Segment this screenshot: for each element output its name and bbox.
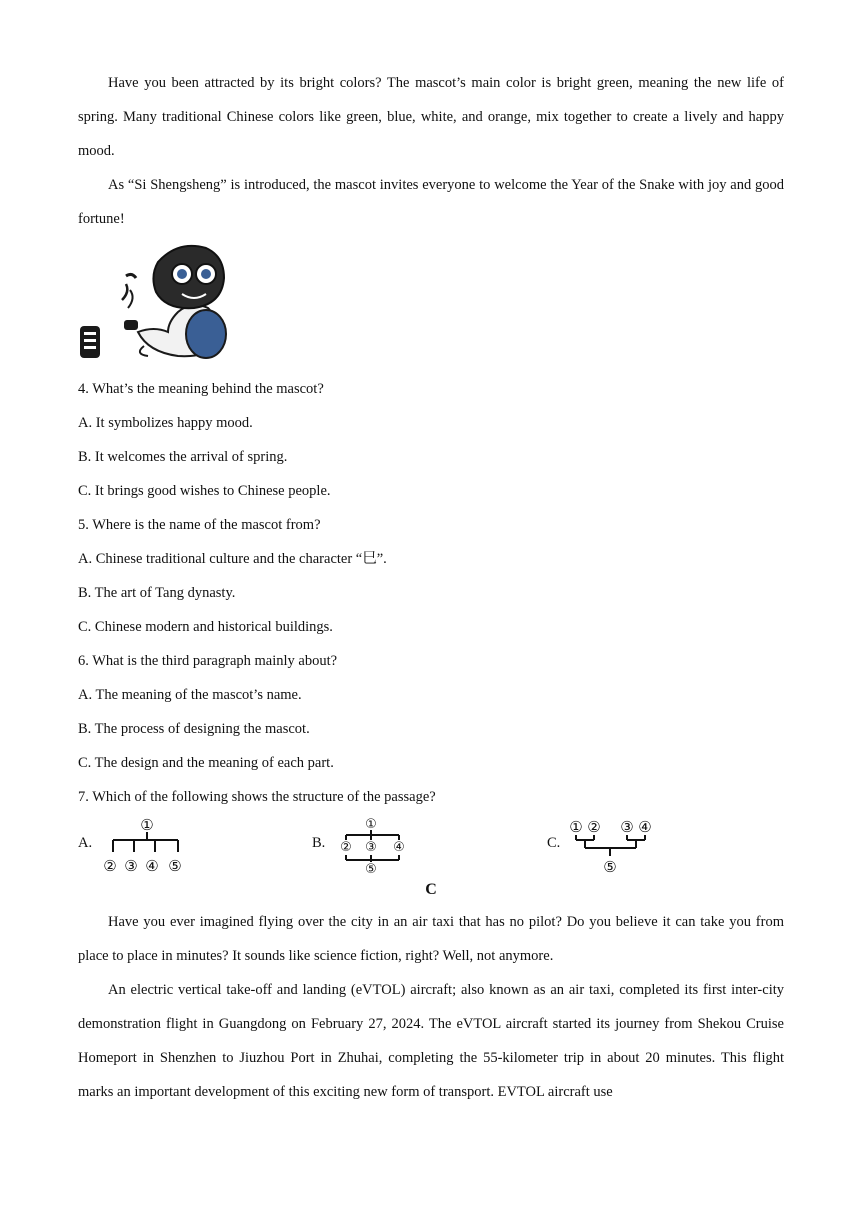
diagram-a-node-4: ④ — [145, 857, 159, 874]
question-5-stem: 5. Where is the name of the mascot from? — [78, 517, 321, 533]
diagram-a-node-5: ⑤ — [168, 857, 182, 874]
paragraph-welcome: As “Si Shengsheng” is introduced, the mascot invites everyone to welcome the Year of the Snake with joy and good fortune! — [78, 177, 784, 227]
document-page — [78, 66, 784, 1109]
diagram-b-node-2: ② — [340, 840, 352, 855]
diagram-c-node-1: ① — [569, 818, 583, 836]
question-5-option-a: A. Chinese traditional culture and the character “巳”. — [78, 551, 387, 567]
question-6-stem: 6. What is the third paragraph mainly about? — [78, 653, 338, 669]
paragraph-air-taxi-intro: Have you ever imagined flying over the city in an air taxi that has no pilot? Do you believe it can take you from place to place in minutes? It sounds like science fiction, right? Well, not anymore. — [78, 914, 784, 964]
question-4-option-b: B. It welcomes the arrival of spring. — [78, 449, 288, 465]
diagram-c-node-2: ② — [587, 818, 601, 836]
diagram-b-node-3: ③ — [365, 840, 377, 855]
diagram-c-node-4: ④ — [638, 818, 652, 836]
diagram-a-node-3: ③ — [124, 857, 138, 874]
diagram-b-node-4: ④ — [393, 840, 405, 855]
question-5-option-b: B. The art of Tang dynasty. — [78, 585, 236, 601]
diagram-c-node-5: ⑤ — [603, 858, 617, 874]
diagram-c-node-3: ③ — [620, 818, 634, 836]
question-5-option-c: C. Chinese modern and historical buildings. — [78, 619, 333, 635]
diagram-a-node-2: ② — [103, 857, 117, 874]
diagram-c — [567, 818, 667, 874]
mascot-illustration — [78, 242, 784, 368]
mascot-image — [78, 242, 238, 368]
option-c-label: C. — [547, 835, 561, 851]
diagram-b-node-5: ⑤ — [365, 862, 377, 874]
diagram-a-node-1: ① — [140, 818, 154, 834]
question-4-stem: 4. What’s the meaning behind the mascot? — [78, 381, 324, 397]
diagram-b-node-1: ① — [365, 818, 377, 832]
question-4-option-a: A. It symbolizes happy mood. — [78, 415, 253, 431]
structure-diagrams — [78, 818, 784, 874]
question-6-option-b: B. The process of designing the mascot. — [78, 721, 310, 737]
section-c-heading: C — [425, 881, 437, 898]
question-6-option-a: A. The meaning of the mascot’s name. — [78, 687, 302, 703]
option-b-label: B. — [312, 835, 326, 851]
diagram-a — [100, 818, 190, 874]
option-a-label: A. — [78, 835, 93, 851]
diagram-b — [334, 818, 414, 874]
paragraph-evtol-flight: An electric vertical take-off and landing (eVTOL) aircraft; also known as an air taxi, completed its first inter-city demonstration flight in Guangdong on February 27, 2024. The eVTOL aircraft started its journey from Shekou Cruise Homeport in Shenzhen to Jiuzhou Port in Zhuhai, completing the 55-kilometer trip in about 20 minutes. This flight marks an important development of this exciting new form of transport. EVTOL aircraft use — [78, 982, 784, 1100]
paragraph-colors: Have you been attracted by its bright colors? The mascot’s main color is bright green, meaning the new life of spring. Many traditional Chinese colors like green, blue, white, and orange, mix together to create a lively and happy mood. — [78, 75, 784, 159]
question-6-option-c: C. The design and the meaning of each part. — [78, 755, 334, 771]
question-7-stem: 7. Which of the following shows the structure of the passage? — [78, 789, 436, 805]
question-4-option-c: C. It brings good wishes to Chinese people. — [78, 483, 331, 499]
